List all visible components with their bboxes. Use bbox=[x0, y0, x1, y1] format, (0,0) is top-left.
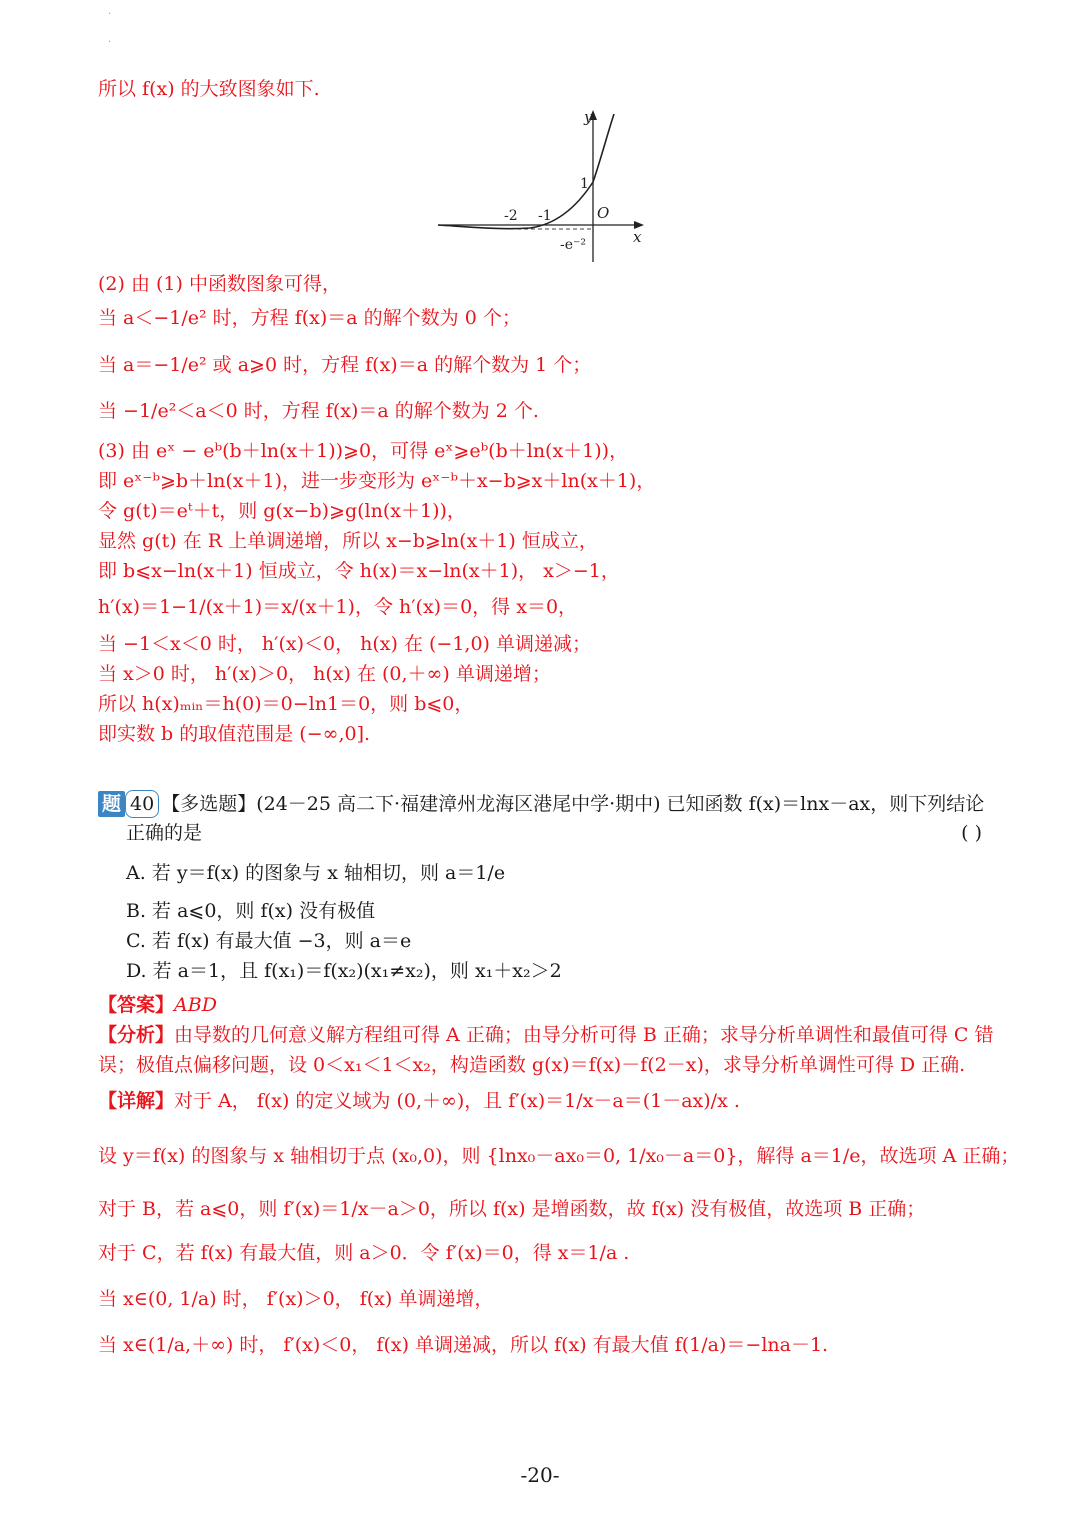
text-line: 当 −1/e²＜a＜0 时，方程 f(x)＝a 的解个数为 2 个. bbox=[98, 400, 539, 422]
question-type: 【多选题】 bbox=[161, 793, 257, 815]
answer-paren: ( ) bbox=[961, 822, 982, 844]
function-graph bbox=[430, 102, 660, 267]
option-c: C. 若 f(x) 有最大值 −3，则 a＝e bbox=[126, 930, 412, 952]
tick-one: 1 bbox=[580, 176, 589, 192]
text-line: (2) 由 (1) 中函数图象可得， bbox=[98, 273, 341, 295]
tick-neg2: -2 bbox=[504, 208, 518, 224]
question-text: (24－25 高二下·福建漳州龙海区港尾中学·期中) 已知函数 f(x)＝lnx－ax，则下列结论 bbox=[256, 793, 985, 815]
text-line: 当 a＜−1/e² 时，方程 f(x)＝a 的解个数为 0 个； bbox=[98, 307, 521, 329]
text-line: 显然 g(t) 在 R 上单调递增，所以 x−b⩾ln(x＋1) 恒成立， bbox=[98, 530, 598, 552]
answer-tag: 【答案】 bbox=[98, 994, 175, 1016]
question-header bbox=[98, 790, 984, 818]
detail-line: 设 y＝f(x) 的图象与 x 轴相切于点 (x₀,0)，则 {lnx₀－ax₀＝0, 1/x₀－a＝0}，解得 a＝1/e，故选项 A 正确； bbox=[98, 1145, 1020, 1167]
detail-tag: 【详解】 bbox=[98, 1090, 175, 1112]
question-badge: 题 bbox=[98, 791, 125, 817]
analysis-line bbox=[98, 1022, 993, 1048]
answer-line bbox=[98, 992, 217, 1018]
text-line: 所以 f(x) 的大致图象如下. bbox=[98, 78, 320, 100]
corner-mark: . bbox=[108, 6, 112, 17]
text-line: 所以 h(x)ₘᵢₙ＝h(0)＝0−ln1＝0，则 b⩽0， bbox=[98, 693, 474, 715]
detail-line: 对于 C，若 f(x) 有最大值，则 a＞0．令 f′(x)＝0，得 x＝1/a . bbox=[98, 1242, 630, 1264]
question-number: 40 bbox=[125, 790, 159, 818]
detail-line bbox=[98, 1088, 740, 1114]
corner-mark: . bbox=[108, 34, 112, 45]
option-b: B. 若 a⩽0，则 f(x) 没有极值 bbox=[126, 900, 376, 922]
option-d: D. 若 a＝1，且 f(x₁)＝f(x₂)(x₁≠x₂)，则 x₁＋x₂＞2 bbox=[126, 960, 562, 982]
text-line: 当 −1＜x＜0 时， h′(x)＜0， h(x) 在 (−1,0) 单调递减； bbox=[98, 633, 592, 655]
text-line: 即实数 b 的取值范围是 (−∞,0]. bbox=[98, 723, 371, 745]
detail-line: 当 x∈(0, 1/a) 时， f′(x)＞0， f(x) 单调递增， bbox=[98, 1288, 494, 1310]
min-value-label: -e⁻² bbox=[560, 237, 587, 253]
text-line: 令 g(t)＝eᵗ＋t，则 g(x−b)⩾g(ln(x＋1))， bbox=[98, 500, 466, 522]
origin-label: O bbox=[597, 204, 610, 222]
y-axis-label: y bbox=[584, 108, 593, 126]
text-line: 当 x＞0 时， h′(x)＞0， h(x) 在 (0,＋∞) 单调递增； bbox=[98, 663, 551, 685]
tick-neg1: -1 bbox=[538, 208, 552, 224]
option-a: A. 若 y＝f(x) 的图象与 x 轴相切，则 a＝1/e bbox=[126, 862, 506, 884]
text-line: 当 a＝−1/e² 或 a⩾0 时，方程 f(x)＝a 的解个数为 1 个； bbox=[98, 354, 592, 376]
text-line: h′(x)＝1−1/(x＋1)＝x/(x＋1)，令 h′(x)＝0，得 x＝0， bbox=[98, 596, 578, 618]
detail-line: 当 x∈(1/a,＋∞) 时， f′(x)＜0， f(x) 单调递减，所以 f(x) 有最大值 f(1/a)＝−lna－1. bbox=[98, 1334, 829, 1356]
question-text-line2: 正确的是 bbox=[126, 822, 203, 844]
detail-text: 对于 A， f(x) 的定义域为 (0,＋∞)，且 f′(x)＝1/x－a＝(1－ax)/x . bbox=[174, 1090, 740, 1112]
analysis-line-2: 误；极值点偏移问题，设 0＜x₁＜1＜x₂，构造函数 g(x)＝f(x)－f(2－x)，求导分析单调性可得 D 正确. bbox=[98, 1054, 966, 1076]
analysis-text: 由导数的几何意义解方程组可得 A 正确；由导分析可得 B 正确；求导分析单调性和最值可得 C 错 bbox=[174, 1024, 994, 1046]
page-number: -20- bbox=[520, 1463, 560, 1487]
text-line: (3) 由 eˣ − eᵇ(b＋ln(x＋1))⩾0，可得 eˣ⩾eᵇ(b＋ln(x＋1))， bbox=[98, 440, 629, 462]
detail-line: 对于 B，若 a⩽0，则 f′(x)＝1/x－a＞0，所以 f(x) 是增函数，故 f(x) 没有极值，故选项 B 正确； bbox=[98, 1198, 926, 1220]
text-line: 即 b⩽x−ln(x＋1) 恒成立，令 h(x)＝x−ln(x＋1)， x＞−1， bbox=[98, 560, 620, 582]
x-axis-label: x bbox=[633, 228, 642, 246]
text-line: 即 eˣ⁻ᵇ⩾b＋ln(x＋1)，进一步变形为 eˣ⁻ᵇ＋x−b⩾x＋ln(x＋1)， bbox=[98, 470, 656, 492]
analysis-tag: 【分析】 bbox=[98, 1024, 175, 1046]
answer-value: ABD bbox=[174, 994, 217, 1016]
